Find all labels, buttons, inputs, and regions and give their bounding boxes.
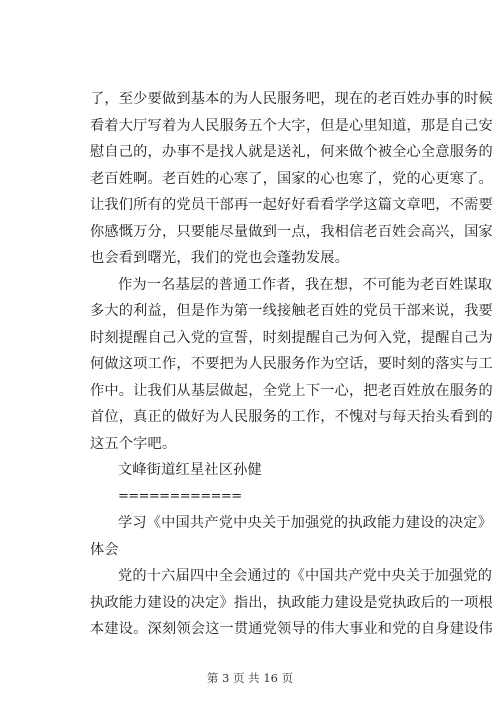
- paragraph-start-line: 作为一名基层的普通工作者，我在想，不可能为老百姓谋取: [118, 276, 493, 293]
- text-line: 了，至少要做到基本的为人民服务吧，现在的老百姓办事的时候: [90, 91, 493, 107]
- article-title-continued: 体会: [90, 541, 119, 558]
- text-line: 首位，真正的做好为人民服务的工作，不愧对与每天抬头看到的: [90, 409, 493, 425]
- author-signature: 文峰街道红星社区孙健: [118, 462, 262, 478]
- text-line: 老百姓啊。老百姓的心寒了，国家的心也寒了，党的心更寒了。: [90, 170, 493, 187]
- text-line: 本建设。深刻领会这一贯通党领导的伟大事业和党的自身建设伟: [90, 621, 493, 637]
- text-line: 你感慨万分，只要能尽量做到一点，我相信老百姓会高兴，国家: [90, 223, 493, 240]
- text-line: 这五个字吧。: [90, 435, 177, 452]
- text-line: 让我们所有的党员干部再一起好好看看学学这篇文章吧，不需要: [90, 197, 493, 213]
- section-separator: ============: [118, 488, 242, 504]
- article-title: 学习《中国共产党中央关于加强党的执政能力建设的决定》: [118, 515, 493, 531]
- document-body: [90, 86, 493, 643]
- text-line: 慰自己的，办事不是找人就是送礼，何来做个被全心全意服务的: [90, 144, 493, 160]
- text-line: 多大的利益，但是作为第一线接触老百姓的党员干部来说，我要: [90, 303, 493, 319]
- text-line: 作中。让我们从基层做起，全党上下一心，把老百姓放在服务的: [90, 382, 493, 399]
- text-line: 也会看到曙光，我们的党也会蓬勃发展。: [90, 250, 349, 266]
- text-line: 执政能力建设的决定》指出，执政能力建设是党执政后的一项根: [90, 594, 493, 611]
- paragraph-start-line: 党的十六届四中全会通过的《中国共产党中央关于加强党的: [118, 568, 493, 584]
- text-line: 看着大厅写着为人民服务五个大字，但是心里知道，那是自己安: [90, 117, 493, 134]
- text-line: 何做这项工作，不要把为人民服务作为空话，要时刻的落实与工: [90, 356, 493, 372]
- page-number-footer: 第 3 页 共 16 页: [206, 671, 294, 685]
- text-line: 时刻提醒自己入党的宣誓，时刻提醒自己为何入党，提醒自己为: [90, 329, 493, 346]
